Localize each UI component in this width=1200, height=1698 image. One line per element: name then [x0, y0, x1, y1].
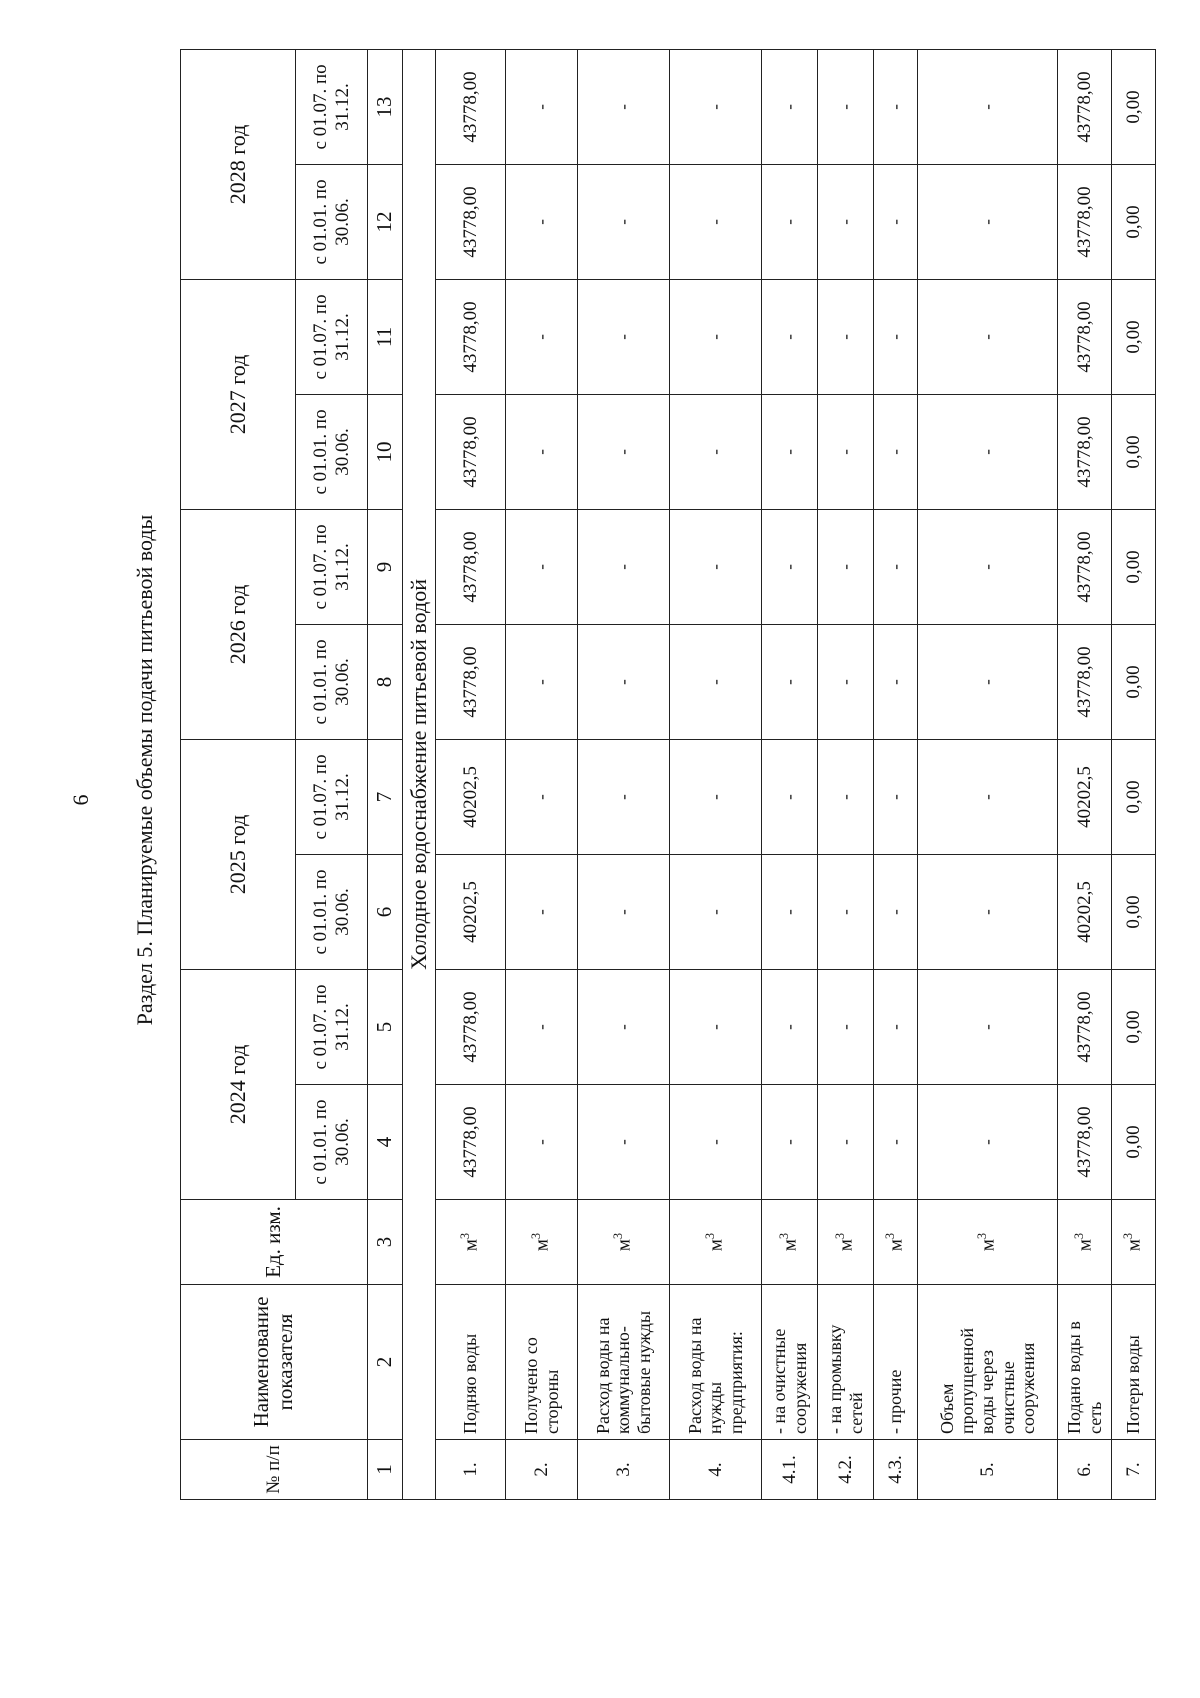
value-cell: 43778,00 — [1058, 969, 1112, 1084]
value-cell: - — [762, 739, 818, 854]
unit-text: м — [460, 1239, 482, 1252]
table-body — [368, 49, 1156, 1499]
value-cell: 43778,00 — [436, 164, 506, 279]
unit-text: м — [1074, 1239, 1096, 1252]
header-name: Наименование показателя — [181, 1285, 368, 1440]
value-cell: - — [670, 164, 762, 279]
value-cell: - — [874, 1085, 918, 1200]
value-cell: - — [670, 969, 762, 1084]
row-unit — [670, 1200, 762, 1285]
header-half-first: с 01.01. по 30.06. — [296, 164, 368, 279]
value-cell: - — [818, 969, 874, 1084]
unit-superscript: 3 — [611, 1232, 626, 1240]
section-row — [403, 49, 436, 1499]
row-number: 4.1. — [762, 1440, 818, 1500]
header-row-years — [181, 49, 296, 1499]
value-cell: - — [670, 854, 762, 969]
row-unit — [436, 1200, 506, 1285]
value-cell: 0,00 — [1112, 1085, 1156, 1200]
value-cell: - — [874, 164, 918, 279]
value-cell: - — [918, 164, 1058, 279]
row-unit — [578, 1200, 670, 1285]
header-year-2025: 2025 год — [181, 739, 296, 969]
unit-text: м — [885, 1239, 907, 1252]
water-volume-table — [180, 49, 1156, 1500]
value-cell: 43778,00 — [1058, 624, 1112, 739]
value-cell: - — [578, 854, 670, 969]
value-cell: - — [578, 969, 670, 1084]
value-cell: - — [874, 624, 918, 739]
column-number-cell: 7 — [368, 739, 403, 854]
value-cell: - — [918, 279, 1058, 394]
table-container — [180, 55, 1145, 1500]
value-cell: 40202,5 — [1058, 739, 1112, 854]
value-cell: 0,00 — [1112, 164, 1156, 279]
value-cell: 43778,00 — [1058, 164, 1112, 279]
table-row — [818, 49, 874, 1499]
value-cell: 0,00 — [1112, 279, 1156, 394]
value-cell: 40202,5 — [1058, 854, 1112, 969]
value-cell: - — [918, 739, 1058, 854]
value-cell: - — [578, 394, 670, 509]
value-cell: - — [818, 1085, 874, 1200]
value-cell: - — [578, 49, 670, 164]
value-cell: - — [874, 49, 918, 164]
value-cell: - — [874, 739, 918, 854]
row-unit — [762, 1200, 818, 1285]
value-cell: 43778,00 — [1058, 394, 1112, 509]
value-cell: - — [578, 164, 670, 279]
row-unit — [1112, 1200, 1156, 1285]
value-cell: - — [918, 1085, 1058, 1200]
row-unit — [506, 1200, 578, 1285]
row-name: Подняо воды — [436, 1285, 506, 1440]
value-cell: - — [762, 394, 818, 509]
header-year-2024: 2024 год — [181, 969, 296, 1199]
unit-superscript: 3 — [529, 1232, 544, 1240]
header-num: № п/п — [181, 1440, 368, 1500]
value-cell: - — [818, 49, 874, 164]
value-cell: 43778,00 — [1058, 49, 1112, 164]
table-row — [918, 49, 1058, 1499]
value-cell: - — [670, 1085, 762, 1200]
value-cell: 43778,00 — [1058, 279, 1112, 394]
value-cell: 43778,00 — [1058, 509, 1112, 624]
page-title: Раздел 5. Планируемые объемы подачи питьевой воды — [132, 514, 157, 1026]
value-cell: - — [506, 739, 578, 854]
value-cell: - — [762, 624, 818, 739]
header-half-second: с 01.07. по 31.12. — [296, 969, 368, 1084]
row-name: Объем пропущенной воды через очистные сооружения — [918, 1285, 1058, 1440]
value-cell: - — [874, 394, 918, 509]
value-cell: - — [506, 624, 578, 739]
value-cell: - — [818, 509, 874, 624]
unit-superscript: 3 — [458, 1232, 473, 1240]
row-name: Расход воды на нужды предприятия: — [670, 1285, 762, 1440]
row-number: 7. — [1112, 1440, 1156, 1500]
value-cell: 0,00 — [1112, 394, 1156, 509]
header-half-second: с 01.07. по 31.12. — [296, 279, 368, 394]
value-cell: - — [506, 164, 578, 279]
header-half-first: с 01.01. по 30.06. — [296, 624, 368, 739]
header-half-first: с 01.01. по 30.06. — [296, 854, 368, 969]
table-row — [1112, 49, 1156, 1499]
row-number: 4.2. — [818, 1440, 874, 1500]
row-name: Подано воды в сеть — [1058, 1285, 1112, 1440]
header-year-2028: 2028 год — [181, 49, 296, 279]
unit-text: м — [1123, 1239, 1145, 1252]
unit-superscript: 3 — [975, 1232, 990, 1240]
value-cell: 43778,00 — [436, 49, 506, 164]
value-cell: - — [762, 164, 818, 279]
row-name: - на промывку сетей — [818, 1285, 874, 1440]
value-cell: 43778,00 — [436, 624, 506, 739]
header-half-second: с 01.07. по 31.12. — [296, 509, 368, 624]
row-name: Получено со стороны — [506, 1285, 578, 1440]
value-cell: - — [578, 509, 670, 624]
value-cell: - — [918, 509, 1058, 624]
value-cell: 0,00 — [1112, 509, 1156, 624]
value-cell: - — [578, 1085, 670, 1200]
unit-superscript: 3 — [1072, 1232, 1087, 1240]
row-number: 4. — [670, 1440, 762, 1500]
value-cell: - — [762, 854, 818, 969]
table-row — [874, 49, 918, 1499]
value-cell: - — [818, 854, 874, 969]
row-name: Расход воды на коммунально-бытовые нужды — [578, 1285, 670, 1440]
unit-text: м — [705, 1239, 727, 1252]
value-cell: - — [670, 49, 762, 164]
value-cell: 0,00 — [1112, 969, 1156, 1084]
row-number: 3. — [578, 1440, 670, 1500]
value-cell: 0,00 — [1112, 49, 1156, 164]
unit-text: м — [613, 1239, 635, 1252]
value-cell: - — [506, 279, 578, 394]
value-cell: - — [918, 394, 1058, 509]
value-cell: - — [874, 279, 918, 394]
value-cell: 0,00 — [1112, 854, 1156, 969]
value-cell: - — [506, 509, 578, 624]
row-unit — [874, 1200, 918, 1285]
column-number-row — [368, 49, 403, 1499]
column-number-cell: 4 — [368, 1085, 403, 1200]
header-year-2027: 2027 год — [181, 279, 296, 509]
value-cell: - — [762, 969, 818, 1084]
row-number: 4.3. — [874, 1440, 918, 1500]
table-row — [1058, 49, 1112, 1499]
column-number-cell: 11 — [368, 279, 403, 394]
value-cell: - — [818, 394, 874, 509]
row-unit — [818, 1200, 874, 1285]
header-half-second: с 01.07. по 31.12. — [296, 739, 368, 854]
column-number-cell: 2 — [368, 1285, 403, 1440]
unit-text: м — [531, 1239, 553, 1252]
value-cell: - — [670, 394, 762, 509]
value-cell: - — [670, 509, 762, 624]
value-cell: - — [578, 279, 670, 394]
row-name: - прочие — [874, 1285, 918, 1440]
value-cell: - — [874, 969, 918, 1084]
column-number-cell: 13 — [368, 49, 403, 164]
value-cell: - — [506, 1085, 578, 1200]
row-name: - на очистные сооружения — [762, 1285, 818, 1440]
value-cell: - — [874, 854, 918, 969]
unit-superscript: 3 — [883, 1232, 898, 1240]
column-number-cell: 3 — [368, 1200, 403, 1285]
column-number-cell: 6 — [368, 854, 403, 969]
value-cell: 0,00 — [1112, 624, 1156, 739]
unit-superscript: 3 — [703, 1232, 718, 1240]
column-number-cell: 8 — [368, 624, 403, 739]
value-cell: 43778,00 — [1058, 1085, 1112, 1200]
value-cell: - — [506, 969, 578, 1084]
value-cell: - — [670, 279, 762, 394]
value-cell: - — [762, 49, 818, 164]
row-number: 2. — [506, 1440, 578, 1500]
value-cell: 43778,00 — [436, 394, 506, 509]
value-cell: - — [918, 49, 1058, 164]
value-cell: - — [762, 1085, 818, 1200]
column-number-cell: 5 — [368, 969, 403, 1084]
column-number-cell: 12 — [368, 164, 403, 279]
value-cell: - — [578, 739, 670, 854]
value-cell: - — [670, 624, 762, 739]
value-cell: - — [918, 854, 1058, 969]
table-row — [578, 49, 670, 1499]
value-cell: - — [918, 624, 1058, 739]
header-half-second: с 01.07. по 31.12. — [296, 49, 368, 164]
value-cell: - — [818, 624, 874, 739]
value-cell: 43778,00 — [436, 509, 506, 624]
value-cell: - — [762, 279, 818, 394]
unit-superscript: 3 — [833, 1232, 848, 1240]
column-number-cell: 1 — [368, 1440, 403, 1500]
value-cell: - — [506, 854, 578, 969]
header-half-first: с 01.01. по 30.06. — [296, 1085, 368, 1200]
value-cell: 43778,00 — [436, 969, 506, 1084]
value-cell: 40202,5 — [436, 739, 506, 854]
value-cell: - — [578, 624, 670, 739]
value-cell: - — [918, 969, 1058, 1084]
value-cell: - — [818, 739, 874, 854]
column-number-cell: 9 — [368, 509, 403, 624]
value-cell: 40202,5 — [436, 854, 506, 969]
unit-text: м — [977, 1239, 999, 1252]
table-row — [436, 49, 506, 1499]
value-cell: - — [762, 509, 818, 624]
value-cell: - — [506, 49, 578, 164]
row-unit — [1058, 1200, 1112, 1285]
unit-superscript: 3 — [777, 1232, 792, 1240]
value-cell: 0,00 — [1112, 739, 1156, 854]
row-number: 6. — [1058, 1440, 1112, 1500]
value-cell: - — [818, 279, 874, 394]
unit-text: м — [835, 1239, 857, 1252]
row-number: 1. — [436, 1440, 506, 1500]
table-row — [670, 49, 762, 1499]
section-title: Холодное водоснабжение питьевой водой — [403, 49, 436, 1499]
column-number-cell: 10 — [368, 394, 403, 509]
row-unit — [918, 1200, 1058, 1285]
unit-superscript: 3 — [1121, 1232, 1136, 1240]
row-name: Потери воды — [1112, 1285, 1156, 1440]
table-row — [506, 49, 578, 1499]
unit-text: м — [779, 1239, 801, 1252]
header-year-2026: 2026 год — [181, 509, 296, 739]
value-cell: 43778,00 — [436, 279, 506, 394]
value-cell: - — [874, 509, 918, 624]
page-number: 6 — [68, 794, 93, 806]
value-cell: 43778,00 — [436, 1085, 506, 1200]
value-cell: - — [506, 394, 578, 509]
header-half-first: с 01.01. по 30.06. — [296, 394, 368, 509]
row-number: 5. — [918, 1440, 1058, 1500]
value-cell: - — [818, 164, 874, 279]
table-row — [762, 49, 818, 1499]
value-cell: - — [670, 739, 762, 854]
header-unit: Ед. изм. — [181, 1200, 368, 1285]
